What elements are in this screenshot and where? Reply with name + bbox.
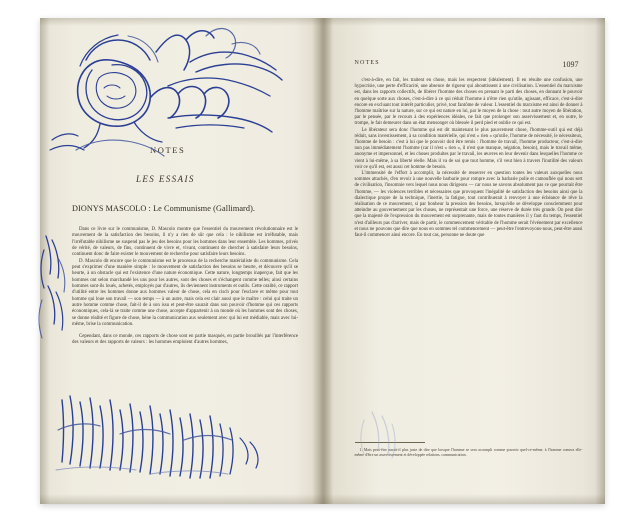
paragraph: Cependant, dans ce monde, ces rapports de chose sont en partie masqués, en partie brouillés par l'interférence des valeurs et des rapports de valeurs : les hommes emploient d'autres hommes,	[72, 333, 298, 345]
left-section-title: LES ESSAIS	[136, 174, 195, 184]
footnote-text: 1. Mais peut-être aurait-il plus juste de dire que lorsque l'homme se sera accompli comme pouvoir quel-ce-même, à l'homme comera elle-même d'être un asservissement et développée relations, communication.	[354, 448, 583, 457]
right-body-text	[355, 78, 583, 239]
paragraph: D. Mascolo dit encore que le communisme est le processus de la recherche matérialiste du communisme. Cela peut s'exprimer d'une manière simple : le mouvement de satisfaction des besoins se heurte, et découvre qu'il se heurte, à un obstacle qui est l'existence d'une nature économique. Cette nature, longtemps inaperçue, fait que les hommes ont selon marchandé les uns pour les autres, sont des choses et s'échangent comme telles; ainsi certains hommes sont-ils loués, achetés, employés par d'autres, ils deviennent instruments et outils. Cette oralité, ce rapport d'utilité entre les hommes donne aux hommes valeur de chose, cela en cisch pour l'esclave et même pour tout homme qui loue son travail — son temps — à un autre, mais cela est clair aussi que le maître : celui qui traite un autre homme comme chose, fait-il de à son issu et peut-être saurait dans son pouvoir d'homme qui ces rapports économiques, cela-là se traite comme une chose, accepte d'appartenir à un monde où les hommes sont des choses, se donne réalité et figure de chose, hène la communication aux seulement avec qui lui est médiable, mais avec lui-même, brise la communication.	[72, 258, 298, 328]
footnote	[355, 448, 583, 458]
paragraph: Le libérateur sera donc l'homme qui est dit maintenant le plus pauvrement chose, l'homme-outil qui est déjà réduit, sans investissement, à sa condition matérielle, qui n'est « rien » qu'utile, l'homme de nécessité, le nécessiteux, l'homme de besoin : c'est à lui que le pouvoir doit être remis : l'homme de travail, l'homme producteur, c'est-à-dire non pas immédiatement l'homme (car il n'est « rien », il n'est que manque, négation, besoin), mais le travail même, anonyme et impersonnel, et les choses produites par le travail, les œuvres en leur devenir dans lesquelles l'homme ce vient à lui-même, à sa liberté réelle. Mais il va de soi que tout homme, s'il veut bien à travers l'inutilité des valeurs voir ce qu'il est, est aussi cet homme de besoin.	[354, 127, 583, 170]
paragraph: c'est-à-dire, en fait, les traitent en chose, mais les respectent (idéalement). Il en résulte une confusion, une hypocrisie, une perte d'efficacité, une absence de rigueur qui abouttissent à une civilisation. L'essentiel du marxisme est, dans les rapports collectifs, de libérer l'homme des choses en prenant le parti des choses, en donnant le pouvoir en quelque sorte aux choses, c'est-à-dire à ce qui réduit l'homme à n'être rien qu'utile, agissant, efficace, c'est-à-dire encore en excluant tout intérêt particulier, privé, tout fantôme de valeur. L'essentiel du marxisme est ainsi de donner à l'homme maîtrise sur la nature, sur ce qui est nature en lui, par le moyen de la chose : tout autre moyen de libération, par le pensée, par le recours à des expériences idéales, ne fait que prolonger son asservissement et, en outre, le trompe, le fait demeurer dans un état mensonger où blessée il perd pied et oublie ce qui est.	[354, 78, 583, 127]
page-number: 1097	[562, 60, 579, 69]
page-edge-shadow-top	[40, 18, 605, 26]
paragraph: L'immensité de l'effort à accomplir, la nécessité de resserrer en question toutes les valeurs auxquelles nous sommes attachés, d'en revoir à une nouvelle barbarie pour rompre avec la barbarie polie et camouflée qui nous sert de civilisation, l'insomnie vers lequel nous nous dirigeons — car nous ne savons absolument pas ce que pourrait être l'homme, — les violences terribles et nécessaires que provoquent l'inégalité de satisfaction des besoins ainsi que la dialectique propre de la technique, l'inertie, la fatigue, tout contribuerait à renvoyer à une échéance de rêve la réalisation de ce mouvement, si par bonheur la pression des besoins, lorsqu'elle se développe consciemment pour atteindre au gouvernement par les choses, ne représentait une force, une réserve de durée très grande. On peut dire que la majesté de l'expression du mouvement est surprenante, mais de toutes manières il y faut du temps, l'essentiel n'est d'ailleurs pas d'arriver, mais de partir, le commencement véritable de l'homme serait l'événement par excellence et nous ne pouvons que dire que nous en sommes tel commencement — peut-être l'entrevoyons-nous, peut-être aussi faut-il commencer ainsi encore. En tout cas, personne ne doute que	[354, 171, 583, 239]
page-edge-shadow-bottom	[40, 494, 605, 504]
footnote-divider	[355, 442, 425, 443]
open-book-spread	[40, 18, 605, 504]
right-page	[323, 18, 606, 504]
paragraph: Dans ce livre sur le communisme, D. Mascolo montre que l'essentiel du mouvement révolutionnaire est le mouvement de la satisfaction des besoins, il n'y a rien de sûr que cela : le nihilisme est irréfutable, mais l'irréfutable nihilisme ne suspend pas le jeu des besoins pour les hommes dans leur ensemble. Les hommes, privés de vérité, de valeurs, de fins, continuent de vivre et, vivant, continuent de chercher à satisfaire leurs besoins, continuent donc de faire exister le mouvement de recherche pour satisfaire leurs besoins.	[72, 227, 298, 258]
entry-title: DIONYS MASCOLO : Le Communisme (Gallimard).	[72, 204, 256, 213]
left-page	[40, 18, 323, 504]
left-body-text	[72, 222, 298, 346]
right-running-title: NOTES	[354, 60, 380, 66]
page-edge-shadow-right	[595, 18, 605, 504]
left-running-title: NOTES	[150, 145, 186, 155]
page-edge-shadow-left	[40, 18, 50, 504]
